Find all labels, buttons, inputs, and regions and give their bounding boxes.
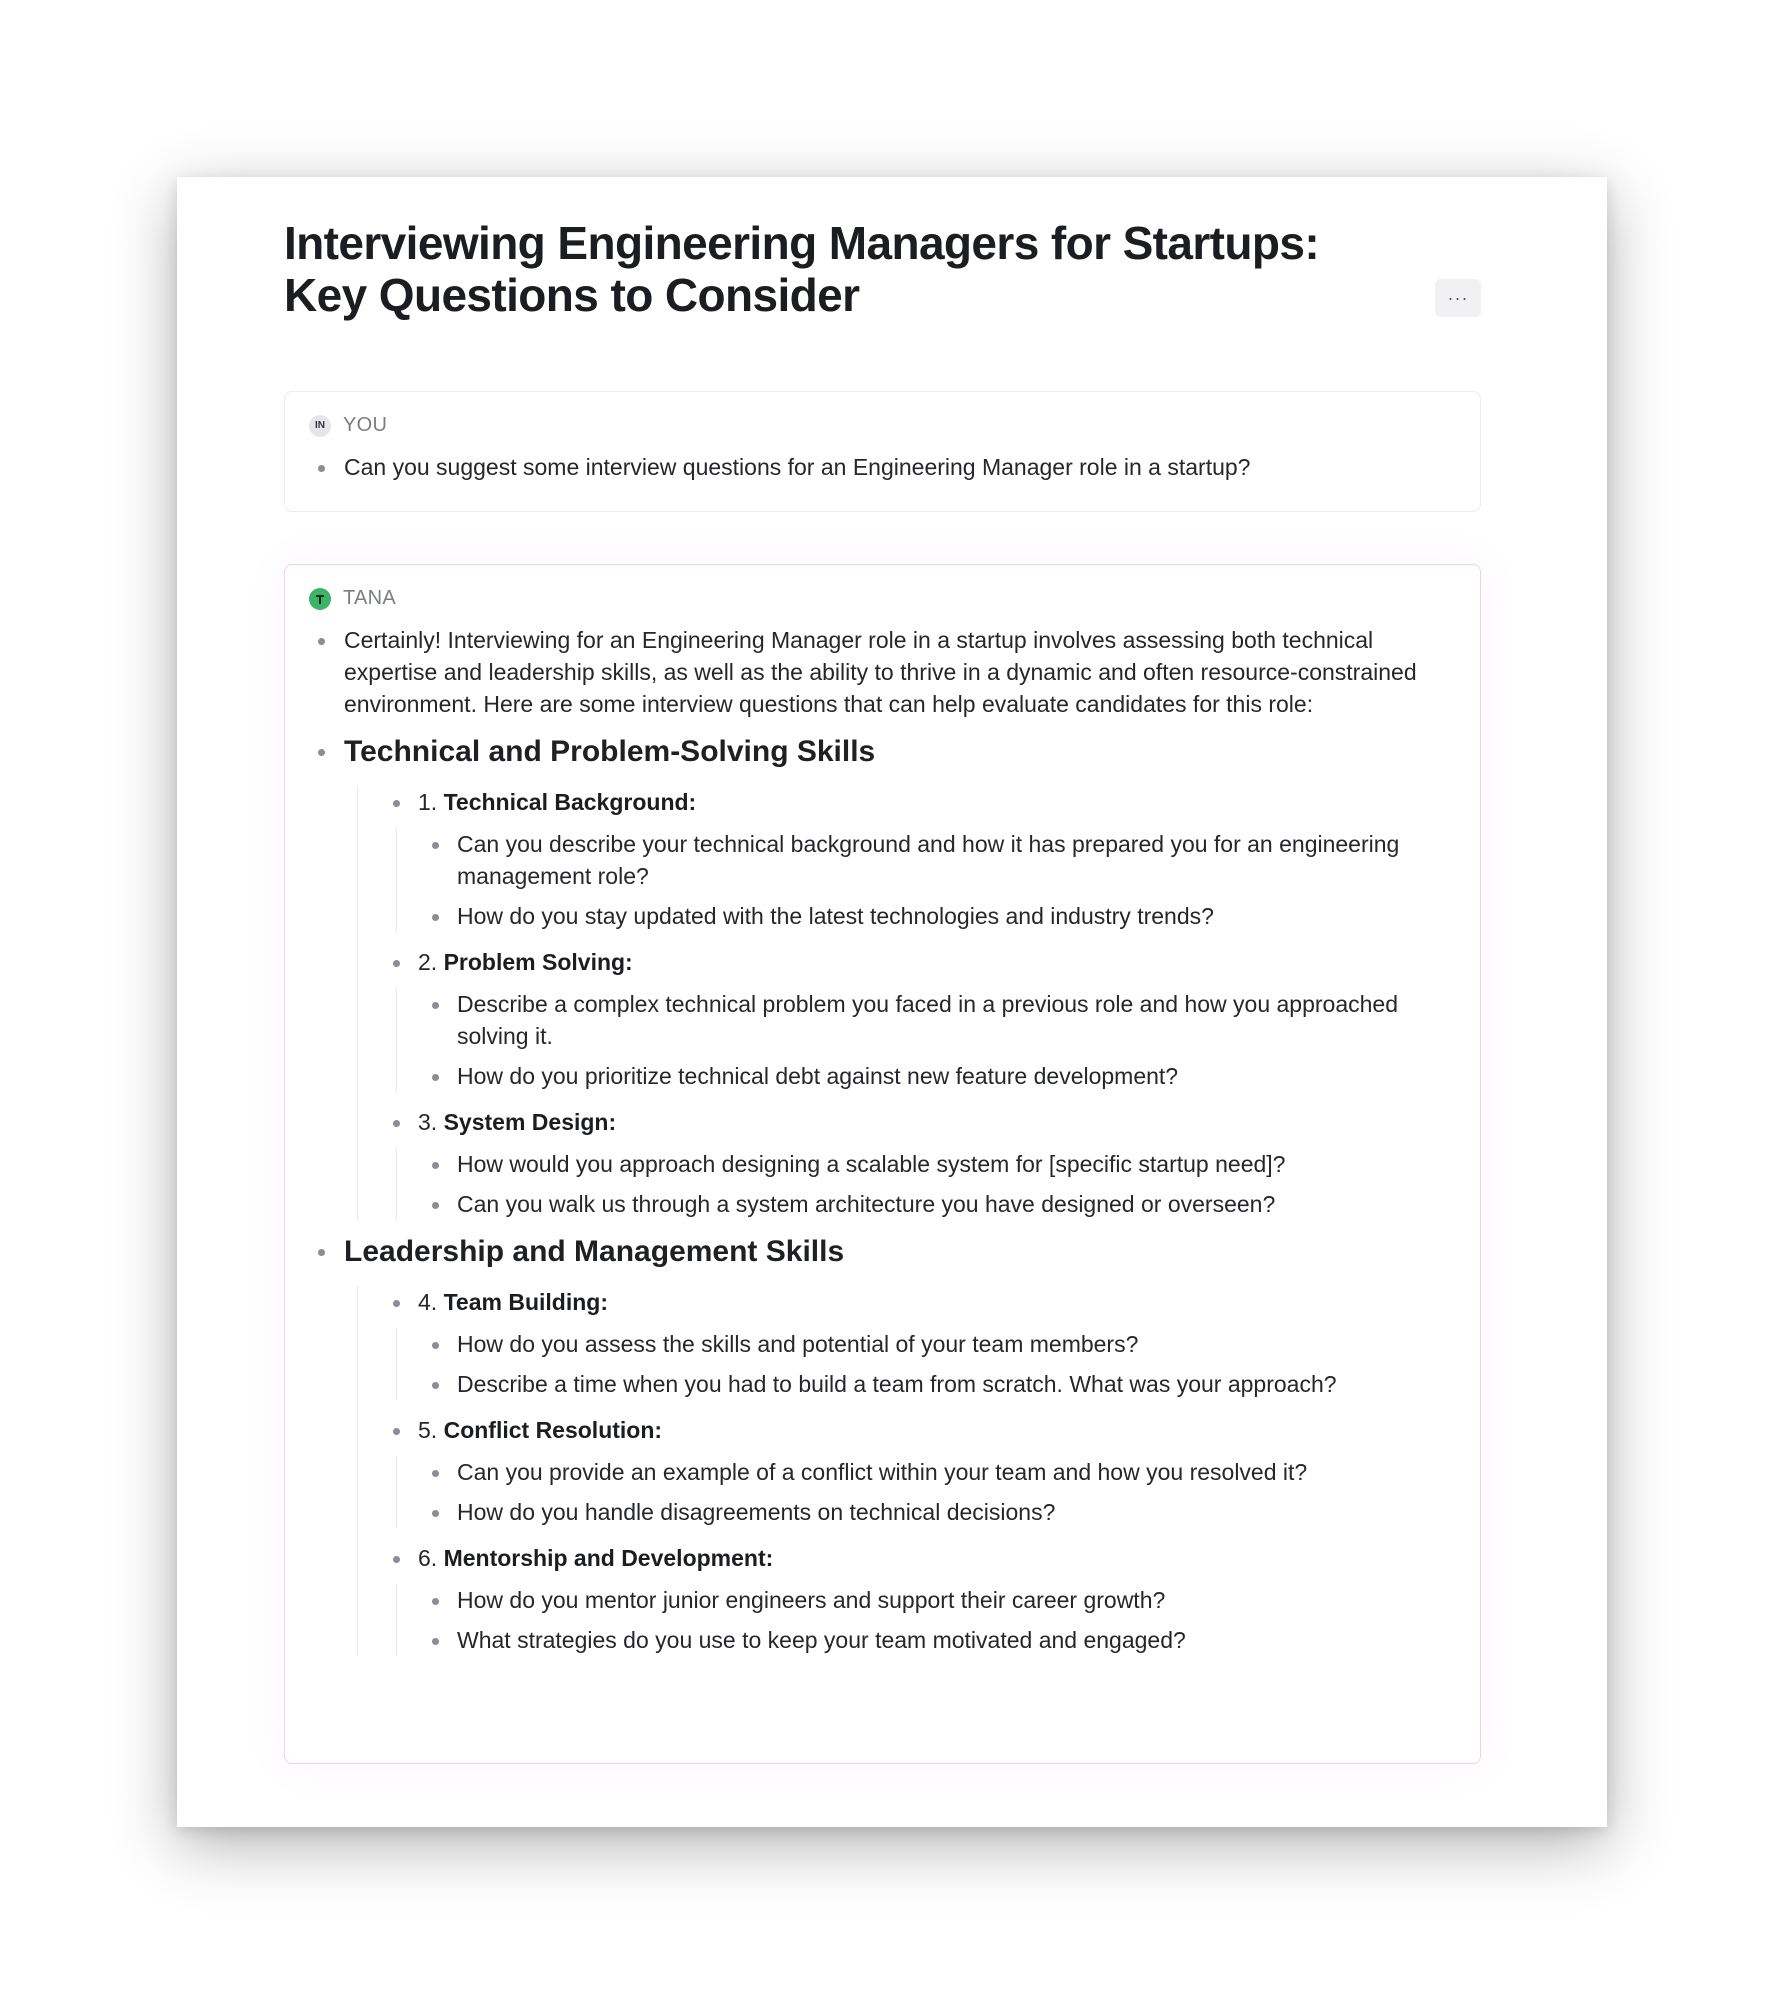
question-list xyxy=(396,1148,1456,1220)
assistant-intro-text[interactable]: Certainly! Interviewing for an Engineering Manager role in a startup involves assessing both technical expertise and leadership skills, as well as the ability to thrive in a dynamic and often resource-constrained environment. Here are some interview questions that can help evaluate candidates for this role: xyxy=(309,624,1456,720)
question-item[interactable]: What strategies do you use to keep your team motivated and engaged? xyxy=(432,1624,1456,1656)
question-group-title[interactable] xyxy=(418,1414,1456,1446)
question-group-title[interactable] xyxy=(418,1106,1456,1138)
question-item[interactable]: Describe a time when you had to build a team from scratch. What was your approach? xyxy=(432,1368,1456,1400)
question-group-list xyxy=(357,1286,1456,1656)
section-item xyxy=(309,1232,1456,1656)
question-group-title[interactable] xyxy=(418,786,1456,818)
question-group xyxy=(393,1542,1456,1656)
question-item[interactable]: Can you provide an example of a conflict within your team and how you resolved it? xyxy=(432,1456,1456,1488)
question-item[interactable]: How would you approach designing a scalable system for [specific startup need]? xyxy=(432,1148,1456,1180)
section-heading[interactable]: Leadership and Management Skills xyxy=(344,1235,845,1268)
question-list xyxy=(396,988,1456,1092)
question-group-number: 4. xyxy=(418,1289,438,1315)
question-group-label: Conflict Resolution: xyxy=(443,1417,663,1443)
assistant-message-list xyxy=(309,624,1456,1656)
document-card xyxy=(177,177,1607,1827)
question-item[interactable]: Describe a complex technical problem you faced in a previous role and how you approached solving it. xyxy=(432,988,1456,1052)
question-group-label: Team Building: xyxy=(443,1289,608,1315)
question-list xyxy=(396,1456,1456,1528)
question-group xyxy=(393,1106,1456,1220)
assistant-message xyxy=(284,564,1481,1764)
question-group xyxy=(393,946,1456,1092)
title-row xyxy=(284,217,1481,321)
question-group-label: Mentorship and Development: xyxy=(443,1545,774,1571)
section-heading[interactable]: Technical and Problem-Solving Skills xyxy=(344,735,876,768)
question-list xyxy=(396,1328,1456,1400)
more-options-button[interactable]: ··· xyxy=(1435,279,1481,317)
user-message-list xyxy=(309,451,1456,483)
question-group-list xyxy=(357,786,1456,1220)
question-group xyxy=(393,786,1456,932)
question-group-number: 5. xyxy=(418,1417,438,1443)
question-group-label: System Design: xyxy=(443,1109,617,1135)
question-group xyxy=(393,1414,1456,1528)
question-group-title[interactable] xyxy=(418,946,1456,978)
question-item[interactable]: Can you walk us through a system architecture you have designed or overseen? xyxy=(432,1188,1456,1220)
document-content xyxy=(284,217,1481,1764)
question-group-label: Problem Solving: xyxy=(443,949,633,975)
question-item[interactable]: How do you assess the skills and potential of your team members? xyxy=(432,1328,1456,1360)
question-item[interactable]: How do you handle disagreements on technical decisions? xyxy=(432,1496,1456,1528)
question-item[interactable]: How do you stay updated with the latest technologies and industry trends? xyxy=(432,900,1456,932)
question-group-title[interactable] xyxy=(418,1286,1456,1318)
question-item[interactable]: How do you prioritize technical debt against new feature development? xyxy=(432,1060,1456,1092)
assistant-message-author xyxy=(309,587,1456,610)
user-message-text[interactable]: Can you suggest some interview questions for an Engineering Manager role in a startup? xyxy=(309,451,1456,483)
question-group-label: Technical Background: xyxy=(443,789,697,815)
question-group xyxy=(393,1286,1456,1400)
user-message xyxy=(284,391,1481,512)
user-author-label: YOU xyxy=(343,414,388,436)
page-title[interactable]: Interviewing Engineering Managers for Startups: Key Questions to Consider xyxy=(284,217,1320,321)
user-avatar: IN xyxy=(309,415,331,437)
question-group-number: 6. xyxy=(418,1545,438,1571)
question-group-number: 3. xyxy=(418,1109,438,1135)
assistant-author-label: TANA xyxy=(343,587,397,609)
question-list xyxy=(396,828,1456,932)
question-item[interactable]: Can you describe your technical background and how it has prepared you for an engineering management role? xyxy=(432,828,1456,892)
question-group-number: 1. xyxy=(418,789,438,815)
tana-logo-icon xyxy=(309,588,331,610)
question-item[interactable]: How do you mentor junior engineers and support their career growth? xyxy=(432,1584,1456,1616)
question-group-title[interactable] xyxy=(418,1542,1456,1574)
section-item xyxy=(309,732,1456,1220)
question-list xyxy=(396,1584,1456,1656)
user-message-author xyxy=(309,414,1456,437)
question-group-number: 2. xyxy=(418,949,438,975)
